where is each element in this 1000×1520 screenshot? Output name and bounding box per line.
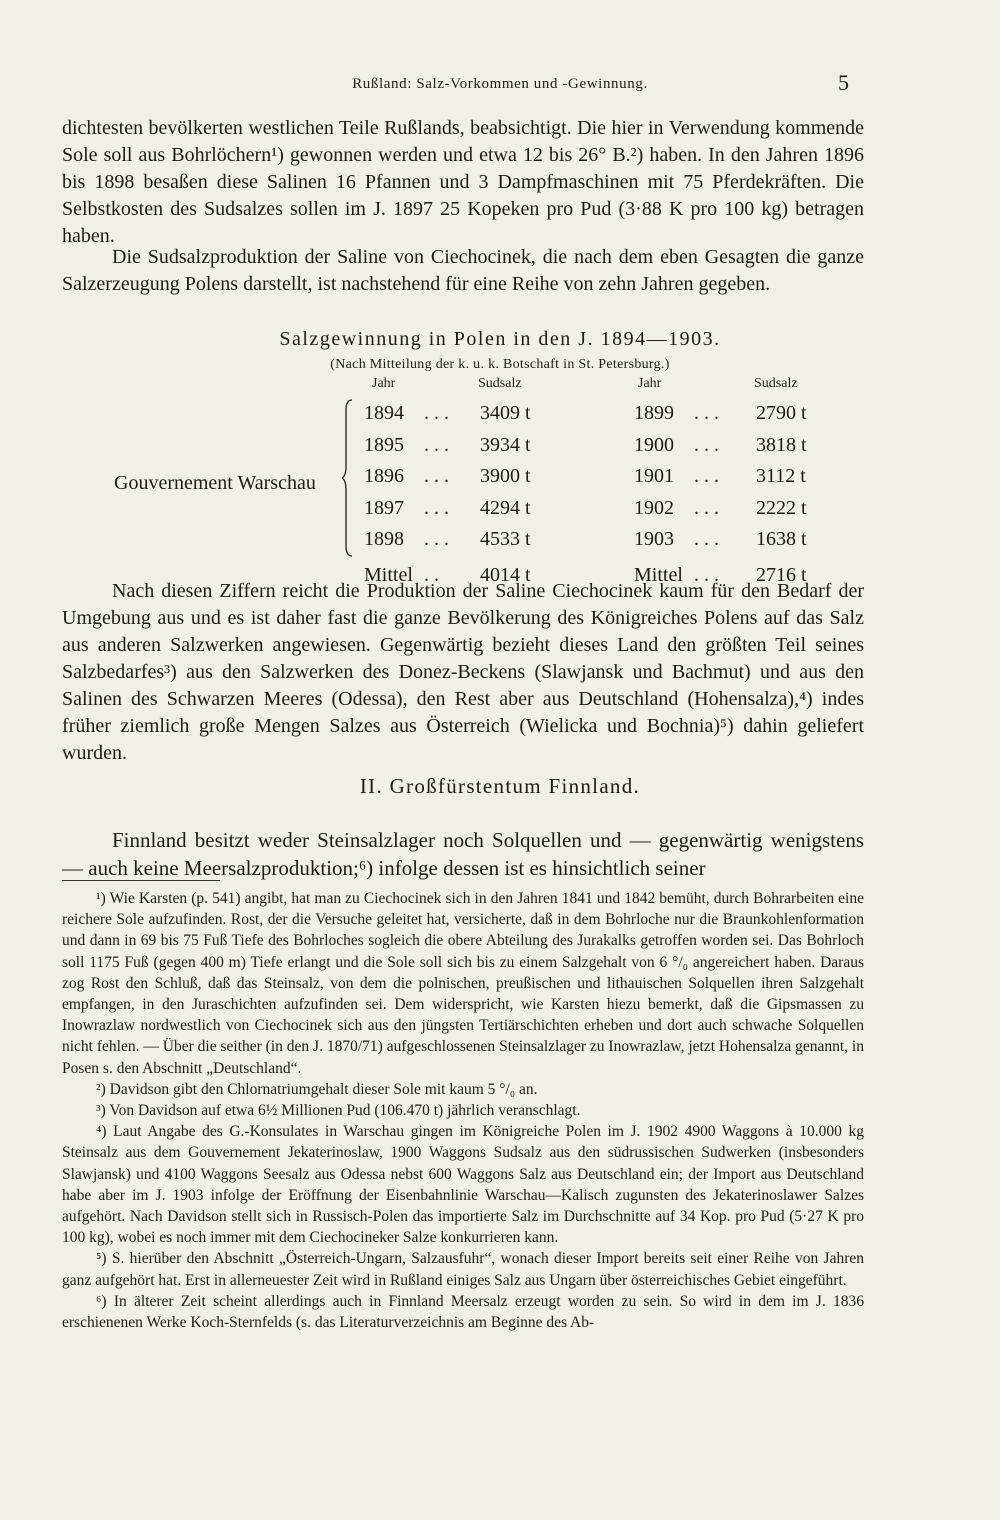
table-cell-dots: . . . — [694, 528, 719, 550]
page-number: 5 — [838, 70, 849, 95]
table-cell-value: 3934 t — [480, 433, 531, 456]
table-source: (Nach Mitteilung der k. u. k. Botschaft in St. Petersburg.) — [330, 357, 670, 372]
paragraph-3-text: Nach diesen Ziffern reicht die Produktion der Saline Ciechocinek kaum für den Bedarf der Umgebung aus und es ist daher fast die ganze Bevölkerung des Königreiches Polens auf das Salz aus anderen Salzwerken angewiesen. Gegenwärtig bezieht dieses Land den größten Teil seines Salzbedarfes³) aus den Salzwerken des Donez-Beckens (Slawjansk und Bachmut) und aus den Salinen des Schwarzen Meeres (Odessa), den Rest aber aus Deutschland (Hohensalza),⁴) indes früher ziemlich große Mengen Salzes aus Österreich (Wielicka und Bochnia)⁵) dahin geliefert wurden. — [62, 580, 864, 764]
table-cell-value: 4294 t — [480, 496, 531, 519]
row-label-gouvernement: Gouvernement Warschau — [114, 472, 316, 494]
paragraph-2 — [62, 244, 864, 298]
table-cell-value: 3112 t — [756, 465, 806, 487]
table-cell-value: 3409 t — [480, 402, 531, 424]
table-cell-value: 4014 t — [480, 563, 531, 586]
table-cell-dots: . . . — [694, 433, 719, 456]
table-cell-dots: . . . — [424, 402, 449, 424]
table-cell-value: 3900 t — [480, 465, 531, 487]
column-header-year-right: Jahr — [638, 376, 662, 391]
table-cell-value: 2716 t — [756, 563, 807, 586]
footnote-2: ²) Davidson gibt den Chlornatriumgehalt dieser Sole mit kaum 5 °/₀ an. — [96, 1080, 538, 1098]
table-cell-year: 1903 — [634, 528, 674, 550]
table-cell-year: 1900 — [634, 433, 674, 456]
section-heading: II. Großfürstentum Finnland. — [359, 774, 641, 798]
footnote-4: ⁴) Laut Angabe des G.-Konsulates in Warschau gingen im Königreiche Polen im J. 1902 4900 Waggons à 10.000 kg Steinsalz aus dem Gouvernement Jekaterinoslaw, 1900 Waggons Sudsalz aus den südrussischen Sudwerken (insbesonders Slawjansk) und 4100 Waggons Seesalz aus Odessa nebst 600 Waggons Salz aus Deutschland ein; der Import aus Deutschland habe aber im J. 1903 infolge der Eröffnung der Eisenbahnlinie Warschau—Kalisch zugunsten des Jekaterinoslawer Salzes aufgehört. Nach Davidson stellt sich in Russisch-Polen das importierte Salz im Durchschnitte auf 34 Kop. pro Pud (5·27 K pro 100 kg), wobei es noch immer mit dem Ciechocineker Salze konkurrieren kann. — [62, 1123, 864, 1247]
column-header-year-left: Jahr — [372, 376, 396, 391]
table-cell-value: 2222 t — [756, 496, 807, 519]
paragraph-3 — [62, 578, 864, 767]
table-cell-dots: . . . — [424, 465, 449, 487]
paragraph-1 — [62, 115, 864, 250]
table-title: Salzgewinnung in Polen in den J. 1894—1903. — [279, 328, 721, 350]
footnotes — [62, 888, 864, 1333]
production-table — [110, 376, 830, 586]
table-cell-year: 1901 — [634, 465, 674, 487]
table-cell-dots: . . . — [424, 496, 449, 519]
table-brace — [342, 398, 354, 558]
table-cell-dots: . . . — [694, 465, 719, 487]
table-cell-value: 2790 t — [756, 402, 807, 424]
table-cell-value: 4533 t — [480, 528, 531, 550]
table-cell-value: 1638 t — [756, 528, 807, 550]
column-header-sudsalz-left: Sudsalz — [478, 376, 522, 391]
footnote-1: ¹) Wie Karsten (p. 541) angibt, hat man zu Ciechocinek sich in den Jahren 1841 und 1842 bemüht, durch Bohrarbeiten eine reichere Sole aufzufinden. Rost, der die Versuche geleitet hat, versicherte, daß in dem Bohrloche nur die Braunkohlenformation und dann in 69 bis 75 Fuß Tiefe des Bohrloches sogleich die obere Abteilung des Jurakalks getroffen worden sei. Das Bohrloch soll 1175 Fuß (gegen 400 m) Tiefe erlangt und die Sole soll sich bis zu einem Salzgehalt von 6 °/₀ angereichert haben. Daraus zog Rost den Schluß, daß das Steinsalz, von dem die polnischen, preußischen und lithauischen Solquellen ihren Salzgehalt empfangen, in den Juraschichten aufzufinden sei. Dem widerspricht, wie Karsten hiezu bemerkt, daß die Gipsmassen zu Inowrazlaw nordwestlich von Ciechocinek sich aus den jüngsten Tertiärschichten erheben und dort auch schwache Solquellen nicht fehlen. — Über die seither (in den J. 1870/71) aufgeschlossenen Steinsalzlager zu Inowrazlaw, jetzt Hohensalza genannt, in Posen s. den Abschnitt „Deutschland“. — [62, 890, 864, 1077]
footnote-6: ⁶) In älterer Zeit scheint allerdings auch in Finnland Meersalz erzeugt worden zu sein. So wird in dem im J. 1836 erschienenen Werke Koch-Sternfelds (s. das Literaturverzeichnis am Beginne des Ab- — [62, 1292, 864, 1332]
footnote-5: ⁵) S. hierüber den Abschnitt „Österreich-Ungarn, Salzausfuhr“, wonach dieser Import bereits seit einer Reihe von Jahren ganz aufgehört hat. Erst in allerneuester Zeit wird in Rußland einiges Salz aus Ungarn über österreichisches Gebiet eingeführt. — [62, 1250, 864, 1289]
table-cell-dots: . . . — [694, 496, 719, 519]
table-cell-dots: . . — [424, 563, 439, 586]
paragraph-2-text: Die Sudsalzproduktion der Saline von Ciechocinek, die nach dem eben Gesagten die ganze Salzerzeugung Polens darstellt, ist nachstehend für eine Reihe von zehn Jahren gegeben. — [62, 246, 864, 295]
table-cell-year: Mittel — [634, 563, 683, 586]
paragraph-1-text: dichtesten bevölkerten westlichen Teile Rußlands, beabsichtigt. Die hier in Verwendung kommende Sole soll aus Bohrlöchern¹) gewonnen werden und etwa 12 bis 26° B.²) haben. In den Jahren 1896 bis 1898 besaßen diese Salinen 16 Pfannen und 3 Dampfmaschinen mit 75 Pferdekräften. Die Selbstkosten des Sudsalzes sollen im J. 1897 25 Kopeken pro Pud (3·88 K pro 100 kg) betragen haben. — [62, 117, 864, 247]
table-cell-year: 1899 — [634, 402, 674, 424]
table-cell-dots: . . . — [694, 563, 719, 586]
paragraph-4-text: Finnland besitzt weder Steinsalzlager noch Solquellen und — gegenwärtig wenigstens — auch keine Meersalzproduktion;⁶) infolge dessen ist es hinsichtlich seiner — [62, 828, 864, 880]
table-cell-dots: . . . — [424, 528, 449, 550]
table-cell-year: 1895 — [364, 433, 404, 456]
table-cell-dots: . . . — [694, 402, 719, 424]
column-header-sudsalz-right: Sudsalz — [754, 376, 798, 391]
paragraph-4 — [62, 826, 864, 882]
table-cell-year: 1897 — [364, 496, 404, 519]
table-cell-year: 1896 — [364, 465, 404, 487]
running-head: Rußland: Salz-Vorkommen und -Gewinnung. — [352, 76, 648, 92]
footnote-divider — [62, 880, 220, 881]
table-cell-value: 3818 t — [756, 433, 807, 456]
table-cell-year: Mittel — [364, 563, 413, 586]
table-cell-year: 1898 — [364, 528, 404, 550]
footnote-3: ³) Von Davidson auf etwa 6½ Millionen Pud (106.470 t) jährlich veranschlagt. — [96, 1102, 581, 1120]
table-cell-year: 1894 — [364, 402, 404, 424]
table-cell-dots: . . . — [424, 433, 449, 456]
table-cell-year: 1902 — [634, 496, 674, 519]
